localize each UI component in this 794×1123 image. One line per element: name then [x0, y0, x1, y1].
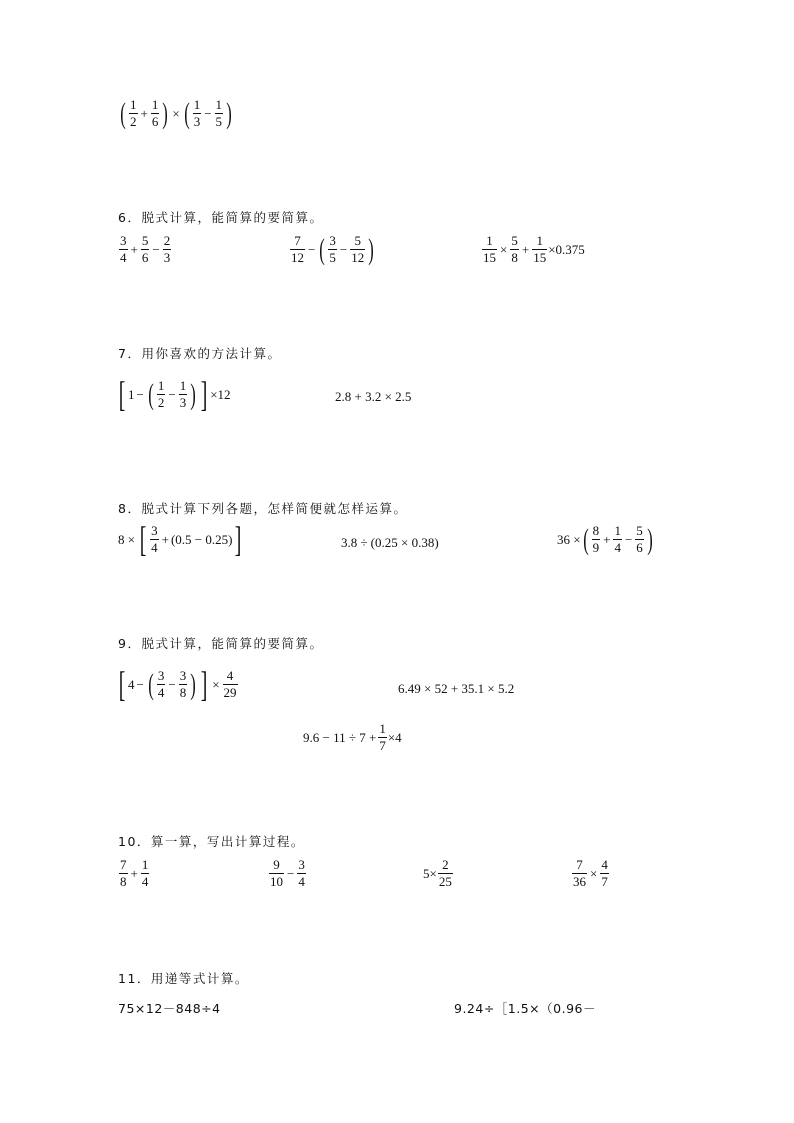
- denominator: 29: [223, 684, 237, 700]
- q6-expression-2: [289, 234, 376, 264]
- right-paren: ): [162, 96, 169, 130]
- numerator: 1: [536, 233, 543, 248]
- fraction: [157, 379, 166, 409]
- expression-part: 1: [128, 386, 135, 402]
- expression-part: 3.8 ÷: [341, 535, 368, 550]
- question-10-title: 10．算一算，写出计算过程。: [118, 834, 305, 849]
- denominator: 5: [215, 113, 223, 129]
- fraction: [378, 722, 387, 752]
- expression-part: 8 ×: [118, 531, 136, 547]
- question-6-title: 6．脱式计算，能简算的要简算。: [118, 210, 324, 225]
- operator: +: [161, 531, 169, 547]
- denominator: 6: [636, 539, 643, 555]
- denominator: 4: [614, 539, 621, 555]
- fraction: [215, 98, 224, 128]
- numerator: 1: [215, 97, 223, 112]
- numerator: 5: [511, 233, 518, 248]
- fraction: [179, 669, 188, 699]
- operator: −: [339, 241, 348, 257]
- expression-part: 36 ×: [557, 531, 581, 547]
- fraction: [572, 858, 587, 888]
- q11-expression-1: 75×12－848÷4: [118, 1001, 221, 1016]
- q10-expression-1: [118, 858, 150, 888]
- numerator: 2: [163, 233, 171, 248]
- denominator: 7: [601, 873, 608, 889]
- expression-part: 9.6 − 11 ÷ 7 +: [303, 729, 377, 745]
- fraction: [119, 234, 128, 264]
- bracket: ): [190, 667, 196, 701]
- expression-part: ): [434, 535, 439, 550]
- numerator: 1: [141, 857, 149, 872]
- q10-expression-2: [268, 858, 307, 888]
- question-9-title: 9．脱式计算，能简算的要简算。: [118, 636, 324, 651]
- numerator: 7: [294, 233, 301, 248]
- fraction: [269, 858, 284, 888]
- operator: −: [152, 241, 160, 257]
- fraction: [328, 234, 337, 264]
- fraction: [141, 234, 150, 264]
- fraction: [151, 98, 160, 128]
- q10-expression-3: [423, 858, 454, 888]
- expression-top: [118, 98, 234, 128]
- bracket: (: [148, 667, 154, 701]
- expression-part: (: [370, 535, 375, 550]
- bracket: [: [118, 664, 126, 704]
- right-paren: ): [226, 96, 232, 130]
- fraction: [163, 234, 172, 264]
- fraction: [350, 234, 365, 264]
- numerator: 7: [120, 857, 127, 872]
- q10-expression-4: [571, 858, 610, 888]
- left-paren: (: [183, 96, 190, 130]
- numerator: 7: [576, 857, 583, 872]
- denominator: 6: [151, 113, 159, 129]
- expression-part: (: [170, 531, 176, 547]
- operator: −: [168, 386, 176, 402]
- fraction: [141, 858, 150, 888]
- operator: −: [136, 386, 144, 402]
- expression-part: 4: [128, 676, 135, 692]
- fraction: [119, 858, 128, 888]
- operator: −: [204, 105, 212, 121]
- denominator: 8: [120, 873, 127, 889]
- operator: +: [140, 105, 148, 121]
- bracket: (: [319, 232, 326, 266]
- numerator: 1: [379, 721, 386, 736]
- numerator: 8: [592, 523, 600, 538]
- question-8-title: 8．脱式计算下列各题，怎样简便就怎样运算。: [118, 501, 408, 516]
- question-11-title: 11．用递等式计算。: [118, 971, 249, 986]
- denominator: 8: [511, 249, 518, 265]
- fraction: [223, 669, 238, 699]
- expression-part: ×4: [387, 729, 402, 745]
- operator: −: [136, 676, 144, 692]
- expression-part: 0.5 − 0.25: [175, 531, 229, 547]
- q9-expression-2: 6.49 × 52 + 35.1 × 5.2: [398, 681, 515, 696]
- denominator: 12: [351, 249, 365, 265]
- bracket: ): [368, 232, 374, 266]
- operator: ×: [500, 241, 508, 257]
- denominator: 2: [157, 394, 165, 410]
- operator: −: [624, 531, 633, 547]
- numerator: 1: [151, 97, 159, 112]
- denominator: 4: [120, 249, 127, 265]
- operator: ×: [172, 105, 180, 121]
- denominator: 12: [291, 249, 304, 265]
- expression-part: ×12: [210, 386, 231, 402]
- fraction: [532, 234, 547, 264]
- fraction: [179, 379, 188, 409]
- fraction: [193, 98, 202, 128]
- fraction: [129, 98, 138, 128]
- operator: −: [308, 241, 316, 257]
- q7-expression-1: [116, 374, 231, 414]
- q7-expression-2: 2.8 + 3.2 × 2.5: [335, 389, 412, 404]
- left-paren: (: [120, 96, 126, 130]
- bracket: ]: [200, 664, 208, 704]
- fraction: [635, 524, 644, 554]
- numerator: 1: [179, 378, 187, 394]
- question-7-title: 7．用你喜欢的方法计算。: [118, 346, 282, 361]
- q11-expression-2: 9.24÷［1.5×（0.96－: [454, 1001, 596, 1016]
- denominator: 2: [130, 113, 137, 129]
- operator: −: [287, 865, 295, 881]
- fraction: [297, 858, 306, 888]
- numerator: 4: [601, 857, 608, 872]
- operator: +: [603, 531, 611, 547]
- numerator: 1: [157, 378, 165, 394]
- bracket: ]: [235, 519, 242, 559]
- numerator: 3: [179, 668, 187, 684]
- numerator: 1: [130, 97, 137, 112]
- q8-expression-3: [557, 524, 655, 554]
- operator: ×: [212, 676, 220, 692]
- denominator: 36: [573, 873, 586, 889]
- bracket: ): [190, 377, 196, 411]
- bracket: [: [118, 374, 126, 414]
- numerator: 3: [157, 668, 165, 684]
- fraction: [510, 234, 519, 264]
- numerator: 3: [120, 233, 127, 248]
- operator: ×: [590, 865, 598, 881]
- bracket: (: [582, 522, 589, 556]
- fraction: [613, 524, 622, 554]
- denominator: 3: [193, 113, 201, 129]
- fraction: [438, 858, 453, 888]
- denominator: 9: [592, 539, 600, 555]
- operator: −: [168, 676, 176, 692]
- q9-expression-1: [116, 664, 239, 704]
- denominator: 3: [179, 394, 187, 410]
- denominator: 4: [157, 684, 165, 700]
- expression-part: ): [228, 531, 233, 547]
- denominator: 4: [151, 539, 158, 555]
- expression-part: 0.25 × 0.38: [374, 535, 435, 550]
- numerator: 3: [151, 523, 158, 539]
- q6-expression-1: [118, 234, 172, 264]
- bracket: (: [148, 377, 154, 411]
- operator: +: [130, 865, 138, 881]
- denominator: 15: [483, 249, 496, 265]
- numerator: 1: [486, 233, 493, 248]
- operator: +: [130, 241, 138, 257]
- fraction: [482, 234, 497, 264]
- numerator: 2: [442, 857, 449, 872]
- numerator: 3: [329, 233, 336, 248]
- bracket: ): [647, 522, 653, 556]
- denominator: 10: [270, 873, 283, 889]
- numerator: 5: [141, 233, 149, 248]
- denominator: 4: [141, 873, 149, 889]
- bracket: ]: [200, 374, 208, 414]
- numerator: 5: [354, 233, 361, 248]
- numerator: 9: [273, 857, 280, 872]
- q6-expression-3: [481, 234, 585, 264]
- fraction: [150, 524, 159, 554]
- fraction: [157, 669, 166, 699]
- bracket: [: [139, 519, 147, 559]
- numerator: 4: [226, 668, 234, 684]
- denominator: 3: [163, 249, 171, 265]
- denominator: 6: [141, 249, 149, 265]
- denominator: 5: [329, 249, 336, 265]
- q9-expression-3: [303, 722, 402, 752]
- numerator: 1: [193, 97, 201, 112]
- denominator: 8: [179, 684, 187, 700]
- q8-expression-1: [118, 519, 244, 559]
- fraction: [600, 858, 609, 888]
- denominator: 15: [533, 249, 547, 265]
- expression-part: 5×: [423, 865, 437, 881]
- fraction: [592, 524, 601, 554]
- expression-part: ×0.375: [548, 241, 585, 257]
- denominator: 25: [438, 873, 452, 889]
- numerator: 1: [614, 523, 621, 538]
- numerator: 3: [298, 857, 305, 872]
- operator: +: [521, 241, 530, 257]
- fraction: [290, 234, 305, 264]
- denominator: 4: [298, 873, 305, 889]
- denominator: 7: [379, 737, 386, 753]
- numerator: 5: [636, 523, 643, 538]
- q8-expression-2: [341, 536, 439, 549]
